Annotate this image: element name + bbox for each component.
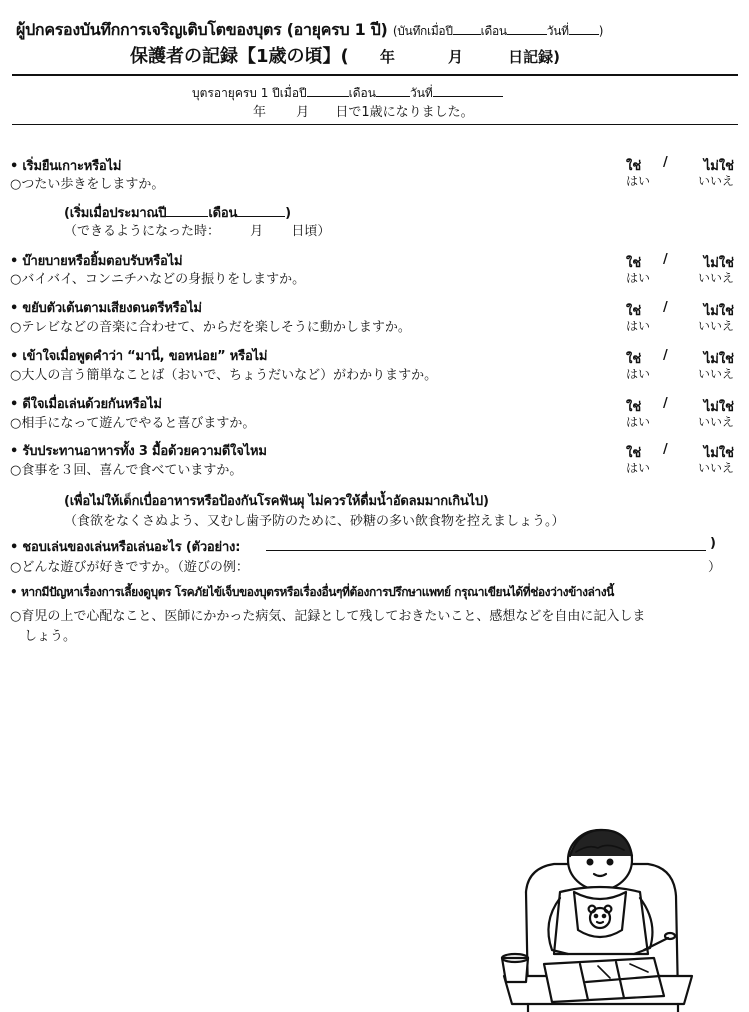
jp-title: 保護者の記録【1歳の頃】( 年 月 日記録) [130,46,560,67]
free-jp-line2: しょう。 [24,629,77,644]
thai-record-date: (บันทึกเมื่อปี เดือน วันที่ ) [392,24,604,38]
yes-no-3[interactable]: ใช่ / ไม่ใช่ はい いいえ [626,300,734,333]
meal-note-jp: （食欲をなくさぬよう、又むし歯予防のために、砂糖の多い飲食物を控えましょう。） [64,514,565,529]
question-1-jp: ○つたい歩きをしますか。 [10,177,165,192]
walk-note-jp: （できるようになった時： 月 日頃） [64,224,331,239]
question-4-thai: • เข้าใจเมื่อพูดคำว่า “มานี่, ขอหน่อย” หรือไม่ [10,349,268,364]
question-2-thai: • บ๊ายบายหรือยิ้มตอบรับหรือไม่ [10,254,183,269]
header-rule [12,74,738,76]
question-3-thai: • ขยับตัวเต้นตามเสียงดนตรีหรือไม่ [10,301,202,316]
question-5-jp: ○相手になって遊んでやると喜びますか。 [10,416,256,431]
question-5-thai: • ดีใจเมื่อเล่นด้วยกันหรือไม่ [10,397,162,412]
play-jp-close: ） [708,560,722,575]
yes-no-6[interactable]: ใช่ / ไม่ใช่ はい いいえ [626,442,734,475]
question-4-jp: ○大人の言う簡単なことば（おいで、ちょうだいなど）がわかりますか。 [10,368,438,383]
yes-no-4[interactable]: ใช่ / ไม่ใช่ はい いいえ [626,348,734,381]
thai-title: ผู้ปกครองบันทึกการเจริญเติบโตของบุตร (อายุครบ 1 ปี) (บันทึกเมื่อปี เดือน วันที่ ) [16,20,604,39]
question-6-jp: ○食事を３回、喜んで食べていますか。 [10,463,243,478]
meal-note-thai: (เพื่อไม่ให้เด็กเบื่ออาหารหรือป้องกันโรคฟันผุ ไม่ควรให้ดื่มน้ำอัดลมมากเกินไป) [64,494,489,509]
yes-no-2[interactable]: ใช่ / ไม่ใช่ はい いいえ [626,252,734,285]
birthday-rule [12,124,738,125]
question-1-thai: • เริ่มยืนเกาะหรือไม่ [10,159,122,174]
birthday-jp: 年 月 日で1歳になりました。 [253,105,474,120]
free-thai: • หากมีปัญหาเรื่องการเลี้ยงดูบุตร โรคภัยไข้เจ็บของบุตรหรือเรื่องอื่นๆที่ต้องการปรึกษาแพทย์ กรุณาเขียนได้ที่ช่องว่างข้างล่างนี้ [10,585,614,599]
yes-no-5[interactable]: ใช่ / ไม่ใช่ はい いいえ [626,396,734,429]
question-3-jp: ○テレビなどの音楽に合わせて、からだを楽しそうに動かしますか。 [10,320,411,335]
play-thai-close: ) [710,536,716,551]
free-writing-area[interactable] [10,650,736,820]
child-eating-illustration [498,826,698,1012]
play-jp: ○どんな遊びが好きですか。（遊びの例： [10,560,249,575]
question-2-jp: ○バイバイ、コンニチハなどの身振りをしますか。 [10,272,306,287]
free-jp-line1: ○育児の上で心配なこと、医師にかかった病気、記録として残しておきたいこと、感想などを自由に記入しま [10,609,646,624]
question-6-thai: • รับประทานอาหารทั้ง 3 มื้อด้วยความดีใจไหม [10,444,267,459]
yes-no-1[interactable]: ใช่ / ไม่ใช่ はい いいえ [626,155,734,188]
walk-note-thai: (เริ่มเมื่อประมาณปี เดือน ) [64,206,291,221]
play-thai: • ชอบเล่นของเล่นหรือเล่นอะไร (ตัวอย่าง: [10,540,241,555]
birthday-thai: บุตรอายุครบ 1 ปีเมื่อปี เดือน วันที่ [192,84,503,103]
play-answer-line[interactable] [266,550,706,551]
